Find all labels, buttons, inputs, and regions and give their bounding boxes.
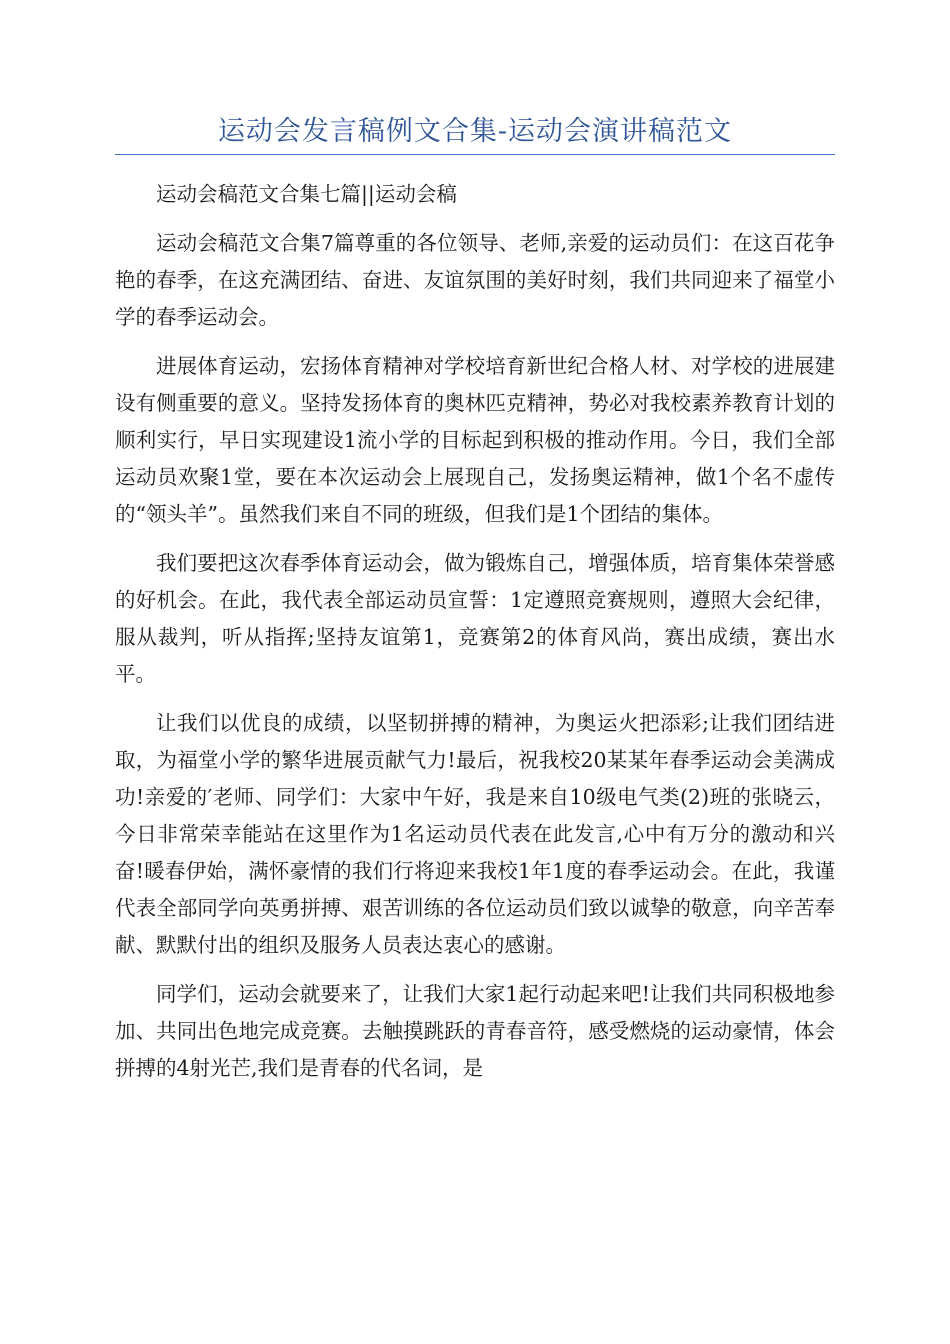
title-underline: [115, 154, 835, 155]
paragraph-3: 我们要把这次春季体育运动会，做为锻炼自己，增强体质，培育集体荣誉感的好机会。在此，我代表全部运动员宣誓：1定遵照竞赛规则，遵照大会纪律，服从裁判，听从指挥;坚持友谊第1，竞赛第2的体育风尚，赛出成绩，赛出水平。: [115, 551, 835, 686]
paragraph-5: 同学们，运动会就要来了，让我们大家1起行动起来吧!让我们共同积极地参加、共同出色地完成竞赛。去触摸跳跃的青春音符，感受燃烧的运动豪情，体会拼搏的4射光芒,我们是青春的代名词，是: [115, 982, 835, 1080]
document-body: [115, 176, 835, 1099]
paragraph-2: 进展体育运动，宏扬体育精神对学校培育新世纪合格人材、对学校的进展建设有侧重要的意义。坚持发扬体育的奥林匹克精神，势必对我校素养教育计划的顺利实行，早日实现建设1流小学的目标起到积极的推动作用。今日，我们全部运动员欢聚1堂，要在本次运动会上展现自己，发扬奥运精神，做1个名不虚传的“领头羊”。虽然我们来自不同的班级，但我们是1个团结的集体。: [115, 354, 835, 526]
paragraph-subtitle: 运动会稿范文合集七篇||运动会稿: [156, 182, 457, 206]
paragraph-4: 让我们以优良的成绩，以坚韧拼搏的精神，为奥运火把添彩;让我们团结进取，为福堂小学的繁华进展贡献气力!最后，祝我校20某某年春季运动会美满成功!亲爱的′老师、同学们：大家中午好，我是来自10级电气类(2)班的张晓云，今日非常荣幸能站在这里作为1名运动员代表在此发言,心中有万分的激动和兴奋!暖春伊始，满怀豪情的我们行将迎来我校1年1度的春季运动会。在此，我谨代表全部同学向英勇拼搏、艰苦训练的各位运动员们致以诚挚的敬意，向辛苦奉献、默默付出的组织及服务人员表达衷心的感谢。: [115, 711, 835, 957]
paragraph-1: 运动会稿范文合集7篇尊重的各位领导、老师,亲爱的运动员们：在这百花争艳的春季，在这充满团结、奋进、友谊氛围的美好时刻，我们共同迎来了福堂小学的春季运动会。: [115, 231, 835, 329]
document-title: 运动会发言稿例文合集-运动会演讲稿范文: [217, 116, 733, 147]
